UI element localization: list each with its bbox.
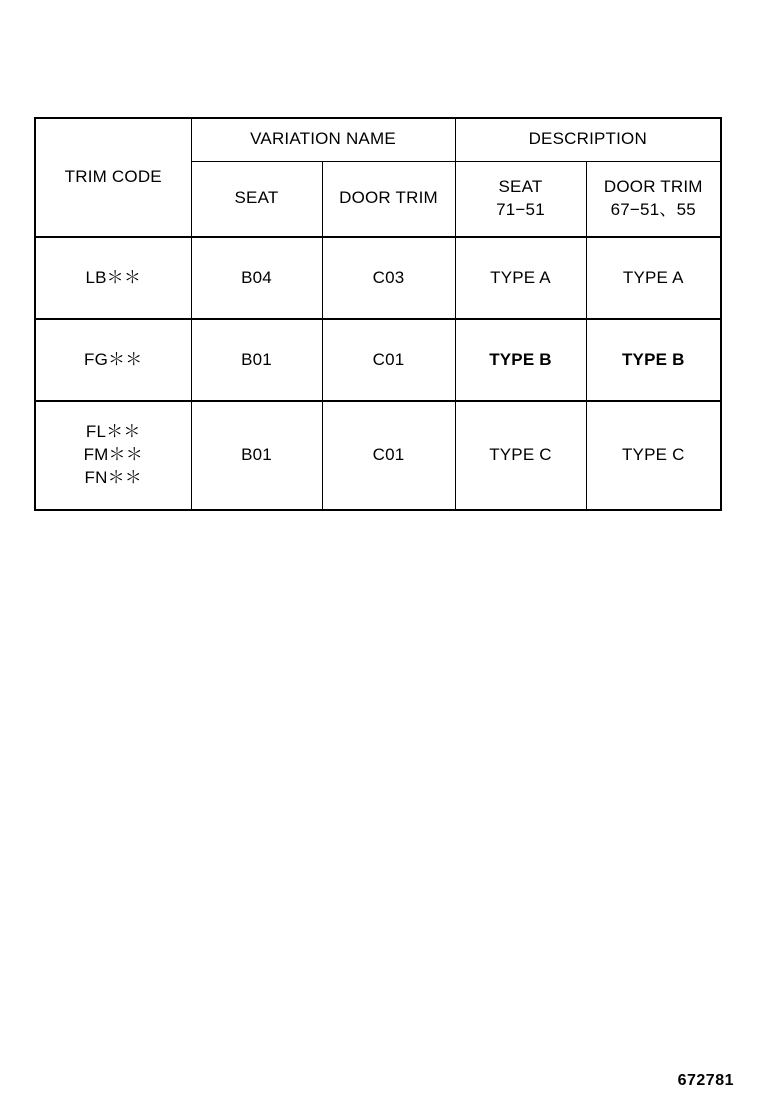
table-row xyxy=(35,319,721,401)
header-description-seat xyxy=(455,161,586,237)
header-variation-door-trim: DOOR TRIM xyxy=(322,161,455,237)
table-row xyxy=(35,401,721,510)
seat-variation-cell: B01 xyxy=(191,319,322,401)
seat-variation-cell: B04 xyxy=(191,237,322,319)
header-description-seat-code: 71−51 xyxy=(496,199,545,219)
figure-number: 672781 xyxy=(677,1072,734,1089)
header-description-seat-label: SEAT xyxy=(498,176,543,196)
door-trim-variation-cell: C01 xyxy=(322,401,455,510)
door-trim-variation-cell: C01 xyxy=(322,319,455,401)
trim-code-cell: FG＊＊ xyxy=(35,319,191,401)
header-description-door-code: 67−51、55 xyxy=(610,199,696,219)
seat-description-cell: TYPE C xyxy=(455,401,586,510)
seat-description-cell: TYPE A xyxy=(455,237,586,319)
table-row xyxy=(35,237,721,319)
header-description-door-label: DOOR TRIM xyxy=(603,176,703,196)
trim-code-fm: FM＊＊ xyxy=(83,445,143,465)
door-trim-variation-cell: C03 xyxy=(322,237,455,319)
door-trim-description-cell: TYPE C xyxy=(586,401,721,510)
header-variation-seat: SEAT xyxy=(191,161,322,237)
header-description: DESCRIPTION xyxy=(455,118,721,161)
header-trim-code: TRIM CODE xyxy=(35,118,191,237)
door-trim-description-cell: TYPE B xyxy=(586,319,721,401)
header-variation-name: VARIATION NAME xyxy=(191,118,455,161)
header-description-door-trim xyxy=(586,161,721,237)
seat-variation-cell: B01 xyxy=(191,401,322,510)
trim-code-cell: LB＊＊ xyxy=(35,237,191,319)
trim-code-fn: FN＊＊ xyxy=(84,467,142,487)
trim-code-table xyxy=(34,117,722,511)
door-trim-description-cell: TYPE A xyxy=(586,237,721,319)
trim-code-cell xyxy=(35,401,191,510)
trim-code-fl: FL＊＊ xyxy=(85,422,141,442)
seat-description-cell: TYPE B xyxy=(455,319,586,401)
